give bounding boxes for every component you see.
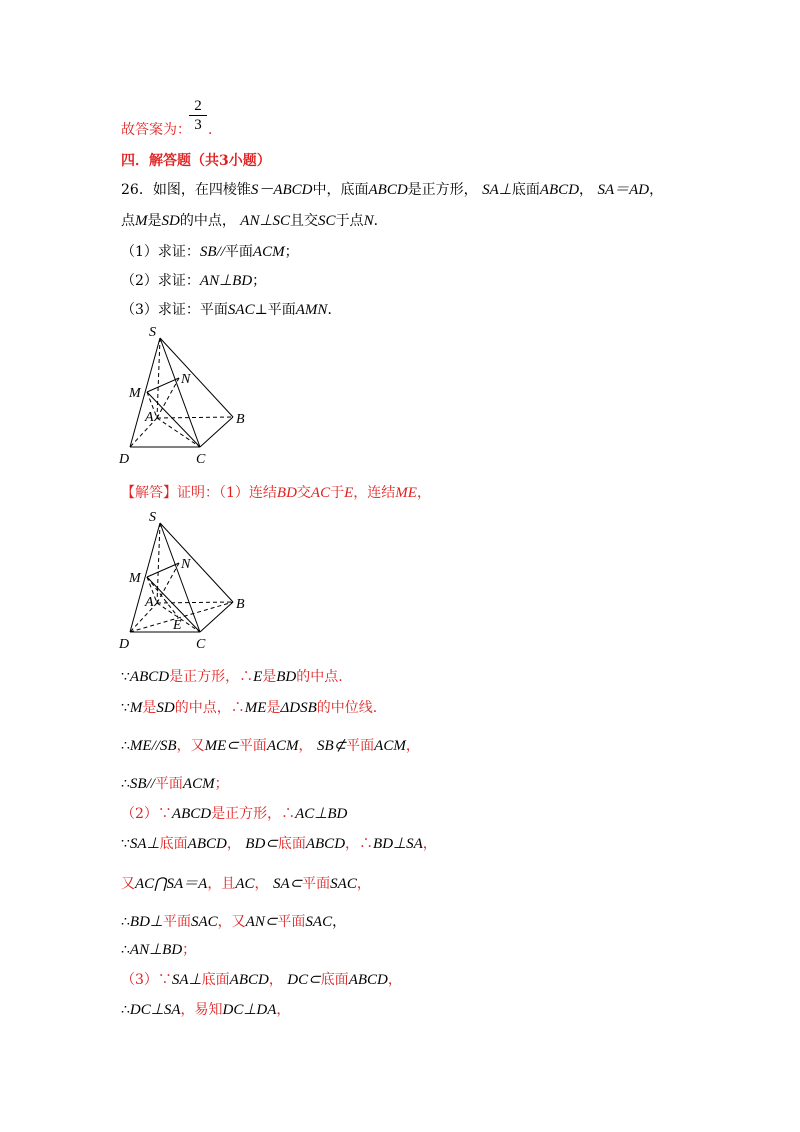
solution-line-11 (121, 970, 402, 990)
math: AC (310, 485, 331, 501)
math: SAC (330, 876, 357, 892)
t: ． (373, 213, 388, 229)
t: 平面 (267, 302, 296, 318)
math: M (129, 700, 143, 716)
section-title: 四．解答题（共3小题） (121, 153, 271, 169)
math: BD⊥SA (373, 836, 423, 852)
math: DC⊂ (287, 972, 321, 988)
edge-AC (157, 418, 200, 447)
math: ABCD (368, 182, 408, 198)
problem-line-2 (121, 211, 388, 231)
math: ACM (252, 244, 285, 260)
t: ， (332, 914, 347, 930)
edge-AN (157, 378, 179, 418)
t: ，又 (176, 738, 205, 754)
math: SA＝AD (597, 182, 650, 198)
t: 点 (121, 213, 135, 229)
math: AN⊥BD (199, 273, 253, 289)
t: ，又 (217, 914, 246, 930)
math: AC (235, 876, 255, 892)
t: ∴ (121, 738, 130, 754)
question-1 (121, 242, 299, 262)
t: ； (252, 273, 267, 289)
t: ， (387, 972, 402, 988)
t: 平面 (302, 876, 331, 892)
question-2 (121, 271, 266, 291)
math: BD⊥ (129, 914, 163, 930)
math: ME⊂ (204, 738, 239, 754)
t: 底面 (159, 836, 188, 852)
t: 平面 (224, 244, 253, 260)
t: 且交 (290, 213, 319, 229)
math: ABCD (348, 972, 388, 988)
t: ； (284, 244, 299, 260)
math: ABCD (229, 972, 269, 988)
math: ME (395, 485, 417, 501)
math: BD⊂ (245, 836, 278, 852)
solution-line-3 (121, 698, 377, 718)
label-M: M (129, 571, 141, 586)
t: （3）求证：平面 (121, 302, 228, 318)
t: 是 (147, 213, 162, 229)
math: AC⊥BD (295, 806, 348, 822)
math: ME//SB (129, 738, 177, 754)
t: ， (254, 876, 269, 892)
math: ACM (266, 738, 299, 754)
t: 于点 (335, 213, 364, 229)
solution-line-1 (121, 483, 431, 503)
solution-line-10 (121, 940, 196, 960)
math: ABCD (187, 836, 227, 852)
t: 平面 (277, 914, 306, 930)
t: 的中位线. (316, 700, 378, 716)
math: ABCD (539, 182, 580, 198)
t: ， (416, 485, 431, 501)
label-S: S (149, 325, 156, 340)
label-D: D (119, 452, 130, 467)
math: SA⊂ (272, 876, 303, 892)
t: （3）∵ (121, 972, 172, 988)
label-M: M (129, 386, 141, 401)
math: AN⊥SC (240, 213, 291, 229)
edge-AN (157, 563, 179, 603)
t: 是正方形，∴ (211, 806, 296, 822)
t: ， (226, 836, 241, 852)
t: ， (268, 972, 283, 988)
math: SB// (129, 776, 155, 792)
question-3 (121, 300, 341, 320)
t: 底面 (320, 972, 349, 988)
t: ； (214, 776, 229, 792)
t: ∵ (121, 669, 130, 685)
label-A: A (145, 410, 154, 425)
edge-SA (157, 338, 160, 418)
label-N: N (181, 557, 191, 572)
math: BD (276, 485, 297, 501)
solution-line-4 (121, 736, 420, 756)
t: 是正方形，∴ (169, 669, 254, 685)
math: E (253, 669, 263, 685)
math: SD (161, 213, 180, 229)
math: SB⊄ (316, 738, 347, 754)
t: ， (405, 738, 420, 754)
math: N (363, 213, 374, 229)
t: 的中点， (179, 213, 236, 229)
math: ME (244, 700, 267, 716)
math: E (344, 485, 354, 501)
edge-CB (200, 417, 233, 447)
math: ABCD (305, 836, 346, 852)
t: ，∴ (345, 836, 374, 852)
t: ∵ (121, 700, 130, 716)
math: AC⋂SA＝A (135, 876, 208, 892)
t: ， (579, 182, 594, 198)
t: （2）求证： (121, 273, 200, 289)
t: 平面 (154, 776, 183, 792)
t: ， (298, 738, 313, 754)
math: S－ABCD (250, 182, 313, 198)
t: ∴ (121, 1002, 130, 1018)
solution-line-5 (121, 774, 229, 794)
t: 中，底面 (312, 182, 369, 198)
t: ，易知 (180, 1002, 223, 1018)
fraction-denominator: 3 (194, 117, 202, 133)
t: ， (422, 836, 437, 852)
edge-SB (160, 338, 233, 417)
edge-AB (157, 602, 233, 603)
math: DC⊥DA (222, 1002, 277, 1018)
math: ABCD (171, 806, 212, 822)
solution-line-12 (121, 1000, 290, 1020)
math: SD (156, 700, 175, 716)
math: M (135, 213, 148, 229)
t: ， (276, 1002, 291, 1018)
problem-line-1 (121, 180, 663, 200)
t: 又 (121, 876, 135, 892)
pyramid-figure-2 (115, 505, 255, 655)
math: ACM (182, 776, 215, 792)
math: AMN (295, 302, 328, 318)
t: 底面 (511, 182, 540, 198)
t: 是 (266, 700, 281, 716)
t: 【解答】证明：（1）连结 (121, 485, 277, 501)
edge-SC (160, 338, 200, 447)
label-C: C (196, 637, 206, 652)
t: （2）∵ (121, 806, 172, 822)
t: 是 (262, 669, 277, 685)
label-D: D (119, 637, 130, 652)
math: SAC (305, 914, 333, 930)
t: 26．如图，在四棱锥 (121, 182, 251, 198)
t: ， (356, 876, 371, 892)
math: BD (276, 669, 297, 685)
t: 平面 (238, 738, 267, 754)
t: ∵ (121, 836, 130, 852)
solution-line-6 (121, 804, 347, 824)
math: ACM (374, 738, 406, 754)
math: SB// (199, 244, 225, 260)
math: ABCD (129, 669, 170, 685)
solution-line-9 (121, 912, 346, 932)
t: 交 (296, 485, 311, 501)
solution-line-8 (121, 874, 371, 894)
label-N: N (181, 372, 191, 387)
answer-label (121, 120, 191, 140)
math: AN⊂ (245, 914, 278, 930)
t: ∴ (121, 776, 130, 792)
fraction-bar (189, 115, 207, 116)
t: ⊥ (254, 302, 268, 318)
math: SA⊥ (171, 972, 202, 988)
t: ， (649, 182, 664, 198)
answer-end: ． (208, 122, 222, 138)
math: SA⊥ (482, 182, 512, 198)
t: ，且 (207, 876, 236, 892)
answer-fraction (189, 98, 207, 133)
math: SAC (227, 302, 255, 318)
math: SAC (190, 914, 218, 930)
label-A: A (145, 595, 154, 610)
answer-text: 故答案为： (121, 122, 191, 138)
edge-AB (157, 417, 233, 418)
edge-SB (160, 523, 233, 602)
math: SC (318, 213, 336, 229)
t: （1）求证： (121, 244, 200, 260)
solution-line-2 (121, 667, 343, 687)
t: 底面 (277, 836, 306, 852)
edge-MN (147, 563, 179, 577)
edge-SC (160, 523, 200, 632)
label-B: B (236, 597, 245, 612)
math: SA⊥ (129, 836, 160, 852)
label-C: C (196, 452, 206, 467)
t: 的中点. (296, 669, 343, 685)
fraction-numerator: 2 (194, 98, 202, 114)
edge-MN (147, 378, 179, 392)
t: 于 (330, 485, 345, 501)
math: AN⊥BD (129, 942, 183, 958)
solution-line-7 (121, 834, 437, 854)
t: 平面 (162, 914, 191, 930)
pyramid-figure-1 (115, 320, 255, 470)
t: ∴ (121, 914, 130, 930)
math: ΔDSB (280, 700, 317, 716)
label-B: B (236, 412, 245, 427)
t: 的中点，∴ (174, 700, 245, 716)
t: 底面 (201, 972, 230, 988)
math: DC⊥SA (129, 1002, 181, 1018)
t: ． (327, 302, 342, 318)
t: ； (182, 942, 197, 958)
t: ∴ (121, 942, 130, 958)
t: 平面 (346, 738, 375, 754)
edge-CB (200, 602, 233, 632)
t: 是 (142, 700, 157, 716)
t: 是正方形， (407, 182, 478, 198)
t: ，连结 (353, 485, 396, 501)
label-S: S (149, 510, 156, 525)
label-E: E (173, 618, 182, 633)
